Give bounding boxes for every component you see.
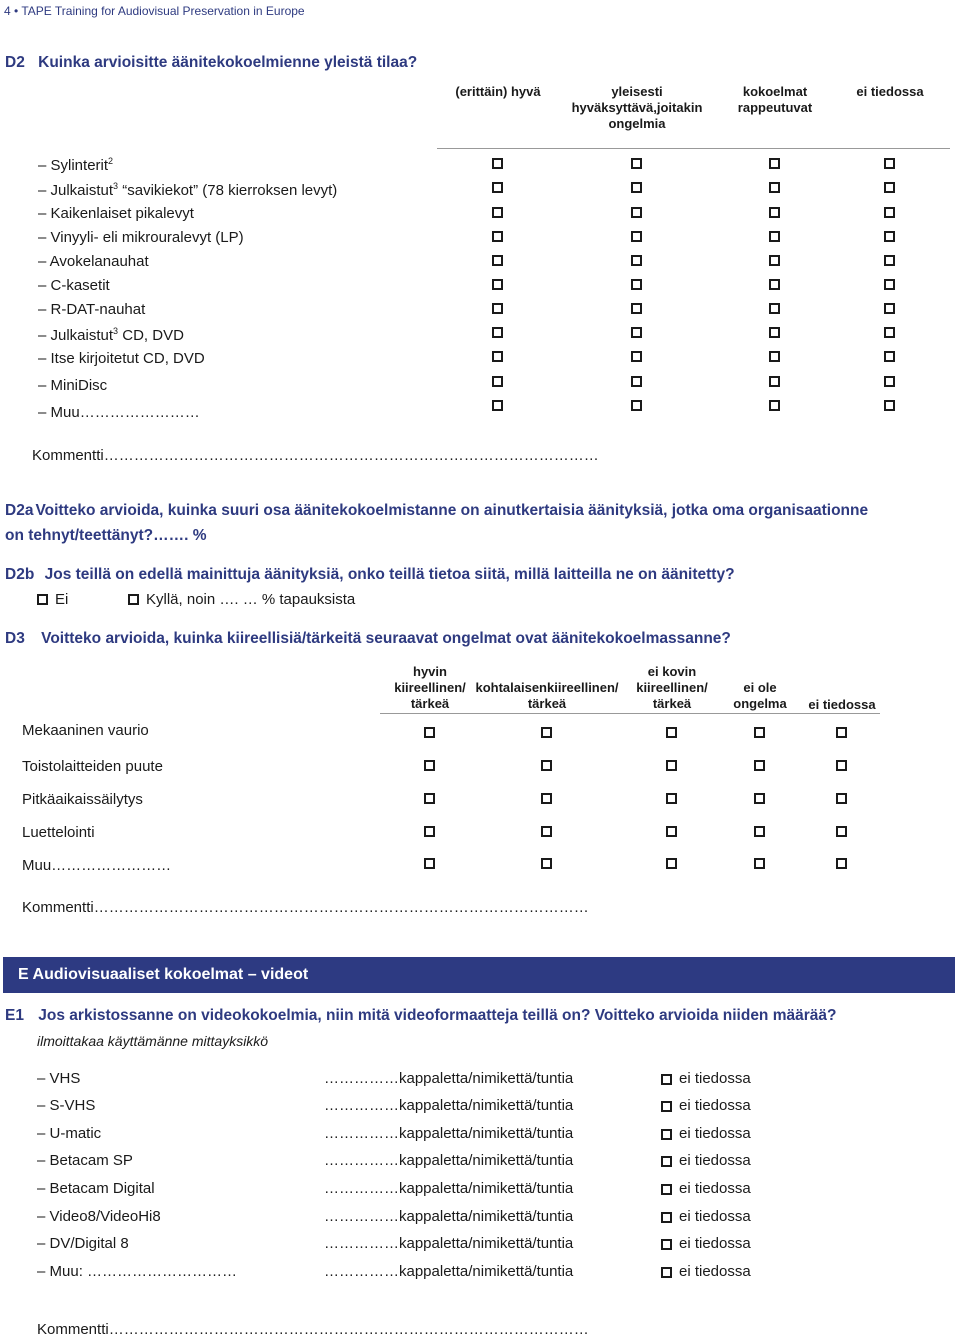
e1-unknown-label: ei tiedossa <box>679 1152 751 1169</box>
e1-unknown-checkbox[interactable] <box>661 1267 672 1278</box>
d2b-option-yes[interactable] <box>128 591 355 608</box>
d2-rating-checkbox[interactable] <box>769 303 780 314</box>
e1-unknown-label: ei tiedossa <box>679 1263 751 1280</box>
d3-urgency-checkbox[interactable] <box>836 858 847 869</box>
d2-row-label-text: – Kaikenlaiset pikalevyt <box>38 205 194 222</box>
d2-rating-checkbox[interactable] <box>769 158 780 169</box>
d2-rating-checkbox[interactable] <box>769 231 780 242</box>
e1-format-label: – VHS <box>37 1070 81 1087</box>
e1-unknown-label: ei tiedossa <box>679 1180 751 1197</box>
e1-unknown-checkbox[interactable] <box>661 1129 672 1140</box>
d3-urgency-checkbox[interactable] <box>666 858 677 869</box>
e1-format-label: – Muu: ………………………… <box>37 1263 238 1280</box>
d3-column-header: ei tiedossa <box>808 697 876 712</box>
d2-question-text: Kuinka arvioisitte äänitekokoelmienne yleistä tilaa? <box>38 54 418 71</box>
d2-rating-checkbox[interactable] <box>769 327 780 338</box>
d2-rating-checkbox[interactable] <box>492 207 503 218</box>
running-header: 4 • TAPE Training for Audiovisual Preservation in Europe <box>4 4 305 18</box>
d2-rating-checkbox[interactable] <box>769 255 780 266</box>
d2-rating-checkbox[interactable] <box>884 158 895 169</box>
e1-quantity-field[interactable]: ……………kappaletta/nimikettä/tuntia <box>324 1208 574 1225</box>
e1-unknown-checkbox[interactable] <box>661 1239 672 1250</box>
d3-column-header: ei kovin kiireellinen/ tärkeä <box>636 664 708 711</box>
d2-question <box>5 54 417 72</box>
e1-comment[interactable]: Kommentti…………………………………………………………………………………… <box>37 1321 589 1338</box>
d2b-no-checkbox[interactable] <box>37 594 48 605</box>
d3-urgency-checkbox[interactable] <box>754 727 765 738</box>
d2-rating-checkbox[interactable] <box>769 400 780 411</box>
d2-row-footnote: 3 <box>113 326 119 336</box>
d3-urgency-checkbox[interactable] <box>836 760 847 771</box>
d2b-option-no[interactable] <box>37 591 68 608</box>
e1-quantity-field[interactable]: ……………kappaletta/nimikettä/tuntia <box>324 1235 574 1252</box>
d3-column-header: ei ole ongelma <box>733 680 787 711</box>
d2-row-label <box>38 377 107 394</box>
e1-format-label: – Betacam SP <box>37 1152 133 1169</box>
e1-format-label: – S-VHS <box>37 1097 96 1114</box>
d2-rating-checkbox[interactable] <box>631 351 642 362</box>
d2b-yes-checkbox[interactable] <box>128 594 139 605</box>
d2-rating-checkbox[interactable] <box>769 182 780 193</box>
d2-rating-checkbox[interactable] <box>769 376 780 387</box>
section-e-banner <box>3 957 955 993</box>
d2-rating-checkbox[interactable] <box>492 303 503 314</box>
d2-row-label <box>38 326 184 344</box>
d3-number: D3 <box>5 630 25 647</box>
d2-row-label-rest: “savikiekot” (78 kierroksen levyt) <box>118 182 338 199</box>
d2-rating-checkbox[interactable] <box>884 207 895 218</box>
e1-unknown-checkbox[interactable] <box>661 1212 672 1223</box>
e1-format-label: – U-matic <box>37 1125 102 1142</box>
d2-rating-checkbox[interactable] <box>492 400 503 411</box>
d3-comment[interactable]: Kommentti……………………………………………………………………………………… <box>22 899 589 916</box>
d3-row-label: Toistolaitteiden puute <box>22 758 163 775</box>
d2b-no-label: Ei <box>55 591 69 608</box>
d2-number: D2 <box>5 54 25 71</box>
d2b-number: D2b <box>5 566 35 583</box>
d3-urgency-checkbox[interactable] <box>541 793 552 804</box>
d2-row-label <box>38 253 149 270</box>
d2a-number: D2a <box>5 502 34 519</box>
e1-unknown-label: ei tiedossa <box>679 1125 751 1142</box>
d3-urgency-checkbox[interactable] <box>666 793 677 804</box>
d2b-question-text: Jos teillä on edellä mainittuja äänityksiä, onko teillä tietoa siitä, millä laitteilla ne on äänitetty? <box>44 566 735 583</box>
d3-urgency-checkbox[interactable] <box>666 727 677 738</box>
e1-unknown-label: ei tiedossa <box>679 1235 751 1252</box>
d2-row-footnote: 3 <box>113 181 119 191</box>
d2-row-label-text: – Sylinterit <box>38 157 109 174</box>
e1-question <box>5 1007 836 1025</box>
d2-row-label-rest: CD, DVD <box>118 327 184 344</box>
d3-urgency-checkbox[interactable] <box>666 826 677 837</box>
d3-urgency-checkbox[interactable] <box>666 760 677 771</box>
e1-unknown-label: ei tiedossa <box>679 1070 751 1087</box>
d2-rating-checkbox[interactable] <box>769 207 780 218</box>
d2a-question-line2[interactable]: on tehnyt/teettänyt?……. % <box>5 527 207 544</box>
e1-format-label: – DV/Digital 8 <box>37 1235 129 1252</box>
d2-rating-checkbox[interactable] <box>492 182 503 193</box>
e1-instruction: ilmoittakaa käyttämänne mittayksikkö <box>37 1033 269 1049</box>
d3-urgency-checkbox[interactable] <box>424 793 435 804</box>
e1-format-label: – Video8/VideoHi8 <box>37 1208 161 1225</box>
d2-row-label-text: – MiniDisc <box>38 377 108 394</box>
d3-urgency-checkbox[interactable] <box>424 727 435 738</box>
d3-urgency-checkbox[interactable] <box>541 858 552 869</box>
d2-comment[interactable]: Kommentti……………………………………………………………………………………… <box>32 447 599 464</box>
d2-rating-checkbox[interactable] <box>631 327 642 338</box>
d2-row-label <box>38 229 244 246</box>
e1-question-text: Jos arkistossanne on videokokoelmia, niin mitä videoformaatteja teillä on? Voitteko arvioida niiden määrää? <box>38 1007 837 1024</box>
d3-urgency-checkbox[interactable] <box>541 826 552 837</box>
d3-urgency-checkbox[interactable] <box>424 826 435 837</box>
d2-rating-checkbox[interactable] <box>769 351 780 362</box>
d2-rating-checkbox[interactable] <box>884 303 895 314</box>
d2-rating-checkbox[interactable] <box>492 351 503 362</box>
d2-rating-checkbox[interactable] <box>884 351 895 362</box>
d2b-question <box>5 566 735 584</box>
d3-column-header: hyvin kiireellinen/ tärkeä <box>394 664 466 711</box>
d3-urgency-checkbox[interactable] <box>754 858 765 869</box>
d2-row-footnote: 2 <box>108 156 114 166</box>
e1-format-label: – Betacam Digital <box>37 1180 155 1197</box>
d2-rating-checkbox[interactable] <box>492 158 503 169</box>
e1-quantity-field[interactable]: ……………kappaletta/nimikettä/tuntia <box>324 1152 574 1169</box>
d2-row-label-text: – Julkaistut <box>38 182 114 199</box>
d2-rating-checkbox[interactable] <box>884 400 895 411</box>
d2-rating-checkbox[interactable] <box>631 207 642 218</box>
e1-unknown-checkbox[interactable] <box>661 1184 672 1195</box>
d2-row-label <box>38 205 194 222</box>
d2-row-label-text: – Itse kirjoitetut CD, DVD <box>38 350 205 367</box>
d2-rating-checkbox[interactable] <box>631 231 642 242</box>
d2a-question-line1: Voitteko arvioida, kuinka suuri osa äänitekokoelmistanne on ainutkertaisia äänityksiä, jotka oma organisaationne <box>35 502 869 519</box>
e1-unknown-label: ei tiedossa <box>679 1097 751 1114</box>
d2a-question <box>5 502 868 520</box>
e1-quantity-field[interactable]: ……………kappaletta/nimikettä/tuntia <box>324 1180 574 1197</box>
d3-header-rule <box>380 713 880 714</box>
d3-urgency-checkbox[interactable] <box>424 760 435 771</box>
d2-row-label-text: – Julkaistut <box>38 327 114 344</box>
d2-row-label <box>38 277 110 294</box>
d3-question <box>5 630 731 648</box>
e1-unknown-checkbox[interactable] <box>661 1074 672 1085</box>
d3-column-header: kohtalaisenkiireellinen/ tärkeä <box>475 680 619 711</box>
d2-row-label-text: – R-DAT-nauhat <box>38 301 146 318</box>
d2-rating-checkbox[interactable] <box>631 400 642 411</box>
d2-column-header: kokoelmat rappeutuvat <box>737 84 813 115</box>
e1-unknown-checkbox[interactable] <box>661 1156 672 1167</box>
d2-rating-checkbox[interactable] <box>492 255 503 266</box>
d2-rating-checkbox[interactable] <box>492 376 503 387</box>
d2-rating-checkbox[interactable] <box>631 158 642 169</box>
d2-rating-checkbox[interactable] <box>769 279 780 290</box>
e1-quantity-field[interactable]: ……………kappaletta/nimikettä/tuntia <box>324 1070 574 1087</box>
d2-header-rule <box>437 148 950 149</box>
d3-urgency-checkbox[interactable] <box>836 826 847 837</box>
d3-urgency-checkbox[interactable] <box>424 858 435 869</box>
d3-question-text: Voitteko arvioida, kuinka kiireellisiä/tärkeitä seuraavat ongelmat ovat äänitekokoelmassanne? <box>41 630 731 647</box>
d2-row-label <box>38 181 337 199</box>
d3-urgency-checkbox[interactable] <box>754 826 765 837</box>
d3-row-label: Muu…………………… <box>22 857 172 874</box>
d3-urgency-checkbox[interactable] <box>836 793 847 804</box>
e1-unknown-checkbox[interactable] <box>661 1101 672 1112</box>
d2-column-header: ei tiedossa <box>856 84 924 99</box>
e1-quantity-field[interactable]: ……………kappaletta/nimikettä/tuntia <box>324 1125 574 1142</box>
d2-row-label-text: – Avokelanauhat <box>38 253 149 270</box>
d2-row-label <box>38 350 205 367</box>
d2-row-label <box>38 404 200 421</box>
d3-row-label: Mekaaninen vaurio <box>22 722 149 739</box>
d2-rating-checkbox[interactable] <box>884 327 895 338</box>
d3-urgency-checkbox[interactable] <box>754 793 765 804</box>
d3-urgency-checkbox[interactable] <box>541 727 552 738</box>
d3-urgency-checkbox[interactable] <box>754 760 765 771</box>
d2-rating-checkbox[interactable] <box>884 279 895 290</box>
d2-rating-checkbox[interactable] <box>492 327 503 338</box>
d3-row-label: Luettelointi <box>22 824 95 841</box>
d2-rating-checkbox[interactable] <box>492 279 503 290</box>
e1-unknown-label: ei tiedossa <box>679 1208 751 1225</box>
d2-column-header: (erittäin) hyvä <box>455 84 541 99</box>
d2-rating-checkbox[interactable] <box>631 303 642 314</box>
d2-rating-checkbox[interactable] <box>631 255 642 266</box>
d2-rating-checkbox[interactable] <box>884 376 895 387</box>
d3-row-label: Pitkäaikaissäilytys <box>22 791 143 808</box>
section-e-title: E Audiovisuaaliset kokoelmat – videot <box>18 966 309 983</box>
e1-quantity-field[interactable]: ……………kappaletta/nimikettä/tuntia <box>324 1263 574 1280</box>
d3-urgency-checkbox[interactable] <box>541 760 552 771</box>
d2-row-label-text: – C-kasetit <box>38 277 110 294</box>
d2b-yes-label: Kyllä, noin …. … % tapauksista <box>146 591 356 608</box>
e1-number: E1 <box>5 1007 24 1024</box>
d2-rating-checkbox[interactable] <box>631 279 642 290</box>
d2-row-label <box>38 156 113 174</box>
d2-rating-checkbox[interactable] <box>884 255 895 266</box>
e1-quantity-field[interactable]: ……………kappaletta/nimikettä/tuntia <box>324 1097 574 1114</box>
d2-rating-checkbox[interactable] <box>884 231 895 242</box>
d2-row-label-text: – Muu…………………… <box>38 404 200 421</box>
d3-urgency-checkbox[interactable] <box>836 727 847 738</box>
d2-rating-checkbox[interactable] <box>492 231 503 242</box>
d2-column-header: yleisesti hyväksyttävä,joitakin ongelmia <box>571 84 703 131</box>
d2-rating-checkbox[interactable] <box>631 182 642 193</box>
d2-row-label <box>38 301 145 318</box>
d2-rating-checkbox[interactable] <box>884 182 895 193</box>
d2-row-label-text: – Vinyyli- eli mikrouralevyt (LP) <box>38 229 244 246</box>
d2-rating-checkbox[interactable] <box>631 376 642 387</box>
